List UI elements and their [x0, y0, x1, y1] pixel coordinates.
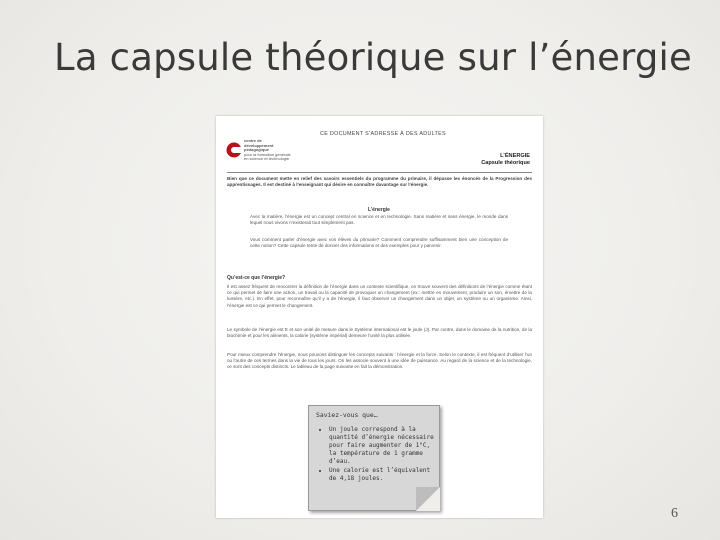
page-curl [416, 487, 440, 511]
question-paragraph-2: Le symbole de l’énergie est E et son unité de mesure dans le Système international est le joule (J). Par contre, dans le domaine de la nutrition, de la biochimie et pour les aliments, la calorie (système impérial) demeure l’unité la plus utilisée. [227, 327, 532, 339]
cdp-logo-icon [226, 140, 242, 160]
slide-number: 6 [671, 506, 678, 521]
section-paragraph-2: Vous comment parler d’énergie avec vos élèves du primaire? Comment comprendre suffisamment bien une conception de cette notion? Cette capsule tente de donner des informations et des exemples pour y parvenir. [250, 237, 508, 249]
did-you-know-item: • Une calorie est l’équivalent de 4,18 joules. [329, 467, 437, 483]
question-paragraph-1: Il est assez fréquent de rencontrer la définition de l’énergie dans un contexte scientifique, on trouve souvent des définitions de l’énergie comme étant ce qui permet de faire une action, un travail ou la capacité de provoquer un changement (ex.: mettre en mouvement, produire un son, émettre de la lumière, etc.). En effet, pour reconnaître qu’il y a de l’énergie, il faut observer un changement dans un objet, un système ou un organisme. Ainsi, l’énergie est ce qui permet le changement. [227, 284, 532, 308]
did-you-know-box [308, 405, 440, 511]
intro-paragraph: Bien que ce document mette en relief des savoirs essentiels du programme du primaire, il dépasse les énoncés de la Progression des apprentissages. Il est destiné à l’enseignant qui désire en connaître davantage sur l’énergie. [227, 176, 532, 188]
question-paragraph-3: Pour mieux comprendre l’énergie, nous pouvons distinguer les concepts suivants : l’énergie et la force. Selon le contexte, il est fréquent d’utiliser l’un ou l’autre de ces termes dans la vie de tous les jours. On les associe souvent à une idée de puissance. Au regard de la science et de la technologie, ce sont des concepts distincts. Le tableau de la page suivante en fait la démonstration. [227, 352, 532, 370]
section-heading: L’énergie [368, 207, 390, 213]
question-heading: Qu’est-ce que l’énergie? [227, 275, 286, 281]
topic-label: L’ÉNERGIE [500, 153, 530, 159]
topic-title: Capsule théorique [481, 160, 530, 166]
slide-title: La capsule théorique sur l’énergie [54, 36, 693, 79]
org-line-4: pour la formation générale [244, 151, 291, 157]
document-notice: CE DOCUMENT S’ADRESSE À DES ADULTES [320, 131, 446, 137]
did-you-know-title: Saviez-vous que… [316, 411, 378, 419]
section-paragraph-1: Avec la matière, l’énergie est un concept central en science et en technologie. Sans matière et sans énergie, le monde dans lequel nous vivons n’existerait tout simplement pas. [250, 214, 508, 226]
document-topic [481, 153, 530, 167]
org-line-5: en science et technologie [244, 156, 290, 162]
org-line-2: développement [244, 142, 274, 148]
document-image [216, 116, 543, 518]
org-line-3: pédagogique [244, 147, 269, 153]
header-divider [227, 172, 532, 173]
org-line-1: centre de [244, 138, 262, 143]
cdp-logo [226, 138, 296, 164]
did-you-know-item: • Un joule correspond à la quantité d’énergie nécessaire pour faire augmenter de 1°C, la température de 1 gramme d’eau. [329, 426, 437, 466]
